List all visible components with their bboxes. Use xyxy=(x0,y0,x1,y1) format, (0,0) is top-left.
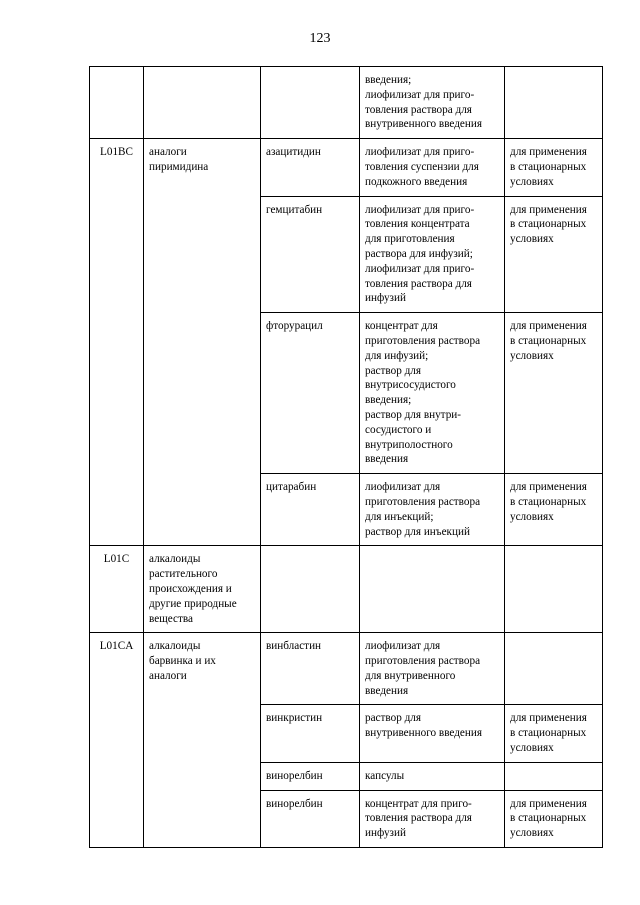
note-line: для применения xyxy=(510,203,587,216)
dosage-form-line: раствор для инъекций xyxy=(365,525,470,538)
dosage-form-line: внутрисосудистого xyxy=(365,379,456,392)
cell-group xyxy=(144,633,261,848)
dosage-form-line: для инфузий; xyxy=(365,349,429,362)
dosage-form-line: внутриполостного xyxy=(365,438,453,451)
dosage-form-line: приготовления раствора xyxy=(365,334,481,347)
cell-note xyxy=(505,67,603,139)
group-name-line: пиримидина xyxy=(149,160,209,173)
cell-dosage-form xyxy=(360,196,505,313)
dosage-form-line: введения xyxy=(365,684,409,697)
group-name-line: вещества xyxy=(149,612,193,625)
dosage-form-line: концентрат для приго- xyxy=(365,797,472,810)
note-line: условиях xyxy=(510,175,554,188)
cell-dosage-form xyxy=(360,139,505,196)
cell-dosage-form xyxy=(360,790,505,847)
dosage-form-line: товления суспензии для xyxy=(365,160,479,173)
note-line: условиях xyxy=(510,349,554,362)
dosage-form-line: товления раствора для xyxy=(365,277,472,290)
cell-drug xyxy=(261,790,360,847)
note-line: в стационарных xyxy=(510,334,587,347)
drug-name: азацитидин xyxy=(266,146,321,159)
cell-note xyxy=(505,196,603,313)
cell-dosage-form xyxy=(360,705,505,762)
dosage-form-line: для внутривенного xyxy=(365,669,456,682)
drug-name: фторурацил xyxy=(266,320,323,333)
dosage-form-line: для приготовления xyxy=(365,233,455,246)
cell-atc-code xyxy=(90,546,144,633)
dosage-form-line: товления раствора для xyxy=(365,103,472,116)
dosage-form-line: введения xyxy=(365,453,409,466)
dosage-form-line: раствор для внутри- xyxy=(365,408,462,421)
drug-name: винкристин xyxy=(266,712,323,725)
cell-note xyxy=(505,705,603,762)
note-line: для применения xyxy=(510,712,587,725)
drug-name: цитарабин xyxy=(266,481,317,494)
dosage-form-line: для инъекций; xyxy=(365,510,434,523)
dosage-form-line: лиофилизат для приго- xyxy=(365,88,475,101)
cell-drug xyxy=(261,633,360,705)
cell-note xyxy=(505,139,603,196)
dosage-form-line: приготовления раствора xyxy=(365,495,481,508)
table-row xyxy=(90,633,603,705)
drug-name: винорелбин xyxy=(266,769,323,782)
dosage-form-line: товления раствора для xyxy=(365,812,472,825)
dosage-form-line: приготовления раствора xyxy=(365,655,481,668)
dosage-form-line: капсулы xyxy=(365,769,405,782)
group-name-line: аналоги xyxy=(149,146,187,159)
cell-note xyxy=(505,313,603,474)
atc-code: L01BC xyxy=(100,146,133,159)
dosage-form-line: раствор для xyxy=(365,712,422,725)
table-row xyxy=(90,67,603,139)
cell-group xyxy=(144,67,261,139)
note-line: условиях xyxy=(510,510,554,523)
cell-dosage-form xyxy=(360,474,505,546)
dosage-form-line: раствор для xyxy=(365,364,422,377)
drug-table xyxy=(89,66,603,848)
cell-atc-code xyxy=(90,633,144,848)
cell-drug xyxy=(261,139,360,196)
group-name-line: алкалоиды xyxy=(149,553,201,566)
dosage-form-line: лиофилизат для xyxy=(365,481,441,494)
cell-group xyxy=(144,139,261,546)
note-line: для применения xyxy=(510,320,587,333)
dosage-form-line: лиофилизат для приго- xyxy=(365,262,475,275)
group-name-line: аналоги xyxy=(149,669,187,682)
cell-dosage-form xyxy=(360,313,505,474)
cell-dosage-form xyxy=(360,762,505,790)
cell-group xyxy=(144,546,261,633)
group-name-line: алкалоиды xyxy=(149,640,201,653)
dosage-form-line: введения; xyxy=(365,74,412,86)
cell-drug xyxy=(261,546,360,633)
cell-dosage-form xyxy=(360,67,505,139)
note-line: для применения xyxy=(510,146,587,159)
cell-drug xyxy=(261,705,360,762)
dosage-form-line: инфузий xyxy=(365,827,406,840)
cell-note xyxy=(505,546,603,633)
drug-name: винорелбин xyxy=(266,797,323,810)
cell-note xyxy=(505,790,603,847)
cell-note xyxy=(505,762,603,790)
dosage-form-line: инфузий xyxy=(365,292,406,305)
atc-code: L01C xyxy=(103,553,130,566)
cell-note xyxy=(505,474,603,546)
note-line: для применения xyxy=(510,481,587,494)
note-line: для применения xyxy=(510,797,587,810)
dosage-form-line: раствора для инфузий; xyxy=(365,247,473,260)
table-row xyxy=(90,139,603,196)
note-line: условиях xyxy=(510,233,554,246)
cell-atc-code xyxy=(90,139,144,546)
cell-drug xyxy=(261,196,360,313)
drug-name: гемцитабин xyxy=(266,203,323,216)
note-line: в стационарных xyxy=(510,218,587,231)
group-name-line: происхождения и xyxy=(149,582,232,595)
dosage-form-line: лиофилизат для приго- xyxy=(365,146,475,159)
dosage-form-line: товления концентрата xyxy=(365,218,470,231)
page-number: 123 xyxy=(309,31,331,46)
dosage-form-line: подкожного введения xyxy=(365,175,468,188)
table-row xyxy=(90,546,603,633)
dosage-form-line: лиофилизат для приго- xyxy=(365,203,475,216)
dosage-form-line: сосудистого и xyxy=(365,423,432,436)
dosage-form-line: лиофилизат для xyxy=(365,640,441,653)
note-line: в стационарных xyxy=(510,495,587,508)
cell-note xyxy=(505,633,603,705)
dosage-form-line: внутривенного введения xyxy=(365,118,483,131)
atc-code: L01CA xyxy=(99,640,134,653)
cell-drug xyxy=(261,313,360,474)
group-name-line: другие природные xyxy=(149,597,237,610)
cell-code xyxy=(90,67,144,139)
cell-drug xyxy=(261,474,360,546)
group-name-line: растительного xyxy=(149,568,218,581)
dosage-form-line: введения; xyxy=(365,394,412,407)
note-line: условиях xyxy=(510,742,554,755)
dosage-form-line: внутривенного введения xyxy=(365,727,483,740)
cell-dosage-form xyxy=(360,546,505,633)
cell-dosage-form xyxy=(360,633,505,705)
cell-drug xyxy=(261,67,360,139)
drug-name: винбластин xyxy=(266,640,322,653)
note-line: в стационарных xyxy=(510,812,587,825)
note-line: в стационарных xyxy=(510,727,587,740)
note-line: условиях xyxy=(510,827,554,840)
note-line: в стационарных xyxy=(510,160,587,173)
dosage-form-line: концентрат для xyxy=(365,320,438,333)
group-name-line: барвинка и их xyxy=(149,655,216,668)
cell-drug xyxy=(261,762,360,790)
